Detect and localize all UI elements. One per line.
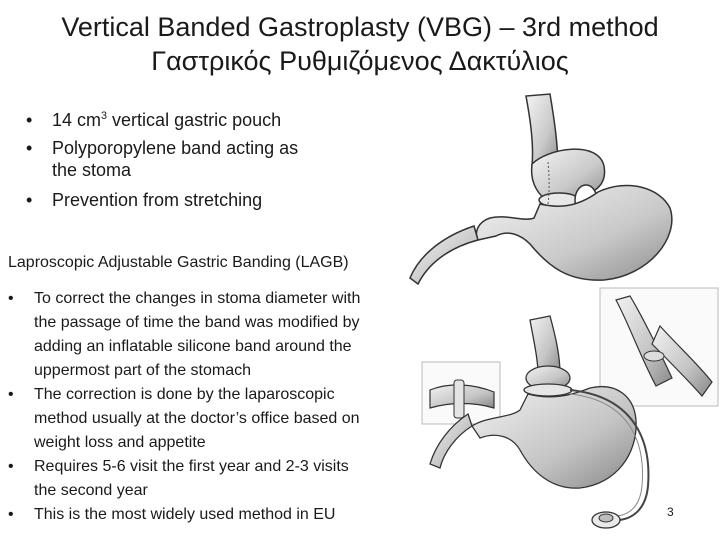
- title-line-2: Γαστρικός Ρυθμιζόμενος Δακτύλιος: [151, 46, 569, 76]
- superscript-3: 3: [101, 110, 108, 122]
- bullet-correction: [8, 383, 418, 455]
- bullet-dot: •: [8, 290, 14, 307]
- bullet-correct-changes: [8, 287, 418, 383]
- title-line-1: Vertical Banded Gastroplasty (VBG) – 3rd method: [61, 12, 659, 42]
- bullet-text: Prevention from stretching: [52, 190, 263, 210]
- bullet-visits: [8, 455, 418, 503]
- page-number: 3: [667, 505, 674, 519]
- bullet-line: adding an inflatable silicone band around the: [34, 338, 352, 355]
- bullet-dot: •: [8, 506, 14, 523]
- bullet-text: 14 cm: [52, 110, 102, 130]
- bullet-band: [24, 134, 424, 184]
- bullet-dot: •: [26, 110, 33, 130]
- bullet-line: This is the most widely used method in EU: [34, 506, 336, 523]
- bullet-line: To correct the changes in stoma diameter with: [34, 290, 361, 307]
- bullet-dot: •: [26, 190, 33, 210]
- lagb-heading: Laproscopic Adjustable Gastric Banding (LAGB): [8, 254, 349, 271]
- bullet-line: weight loss and appetite: [34, 434, 206, 451]
- bullet-dot: •: [8, 386, 14, 403]
- bullet-most-used: [8, 503, 418, 527]
- bullet-line: Requires 5-6 visit the first year and 2-3 visits: [34, 458, 349, 475]
- bullet-pouch: [24, 106, 424, 134]
- lagb-band-illustration: [420, 286, 720, 536]
- vbg-stomach-illustration: [408, 88, 718, 288]
- bullet-line: The correction is done by the laparoscopic: [34, 386, 335, 403]
- bullet-dot: •: [8, 458, 14, 475]
- bullet-dot: •: [26, 138, 33, 158]
- bullet-text: Polyporopylene band acting as: [52, 138, 299, 158]
- bullet-stretching: [24, 186, 424, 214]
- bullet-line: uppermost part of the stomach: [34, 362, 251, 379]
- bullet-text: the stoma: [52, 160, 132, 180]
- bullet-line: method usually at the doctor’s office based on: [34, 410, 360, 427]
- slide-title: [0, 10, 720, 78]
- bullet-line: the passage of time the band was modified by: [34, 314, 360, 331]
- top-bullet-list: [24, 106, 424, 214]
- bullet-line: the second year: [34, 482, 148, 499]
- lagb-bullet-list: [8, 287, 418, 527]
- bullet-text: vertical gastric pouch: [107, 110, 282, 130]
